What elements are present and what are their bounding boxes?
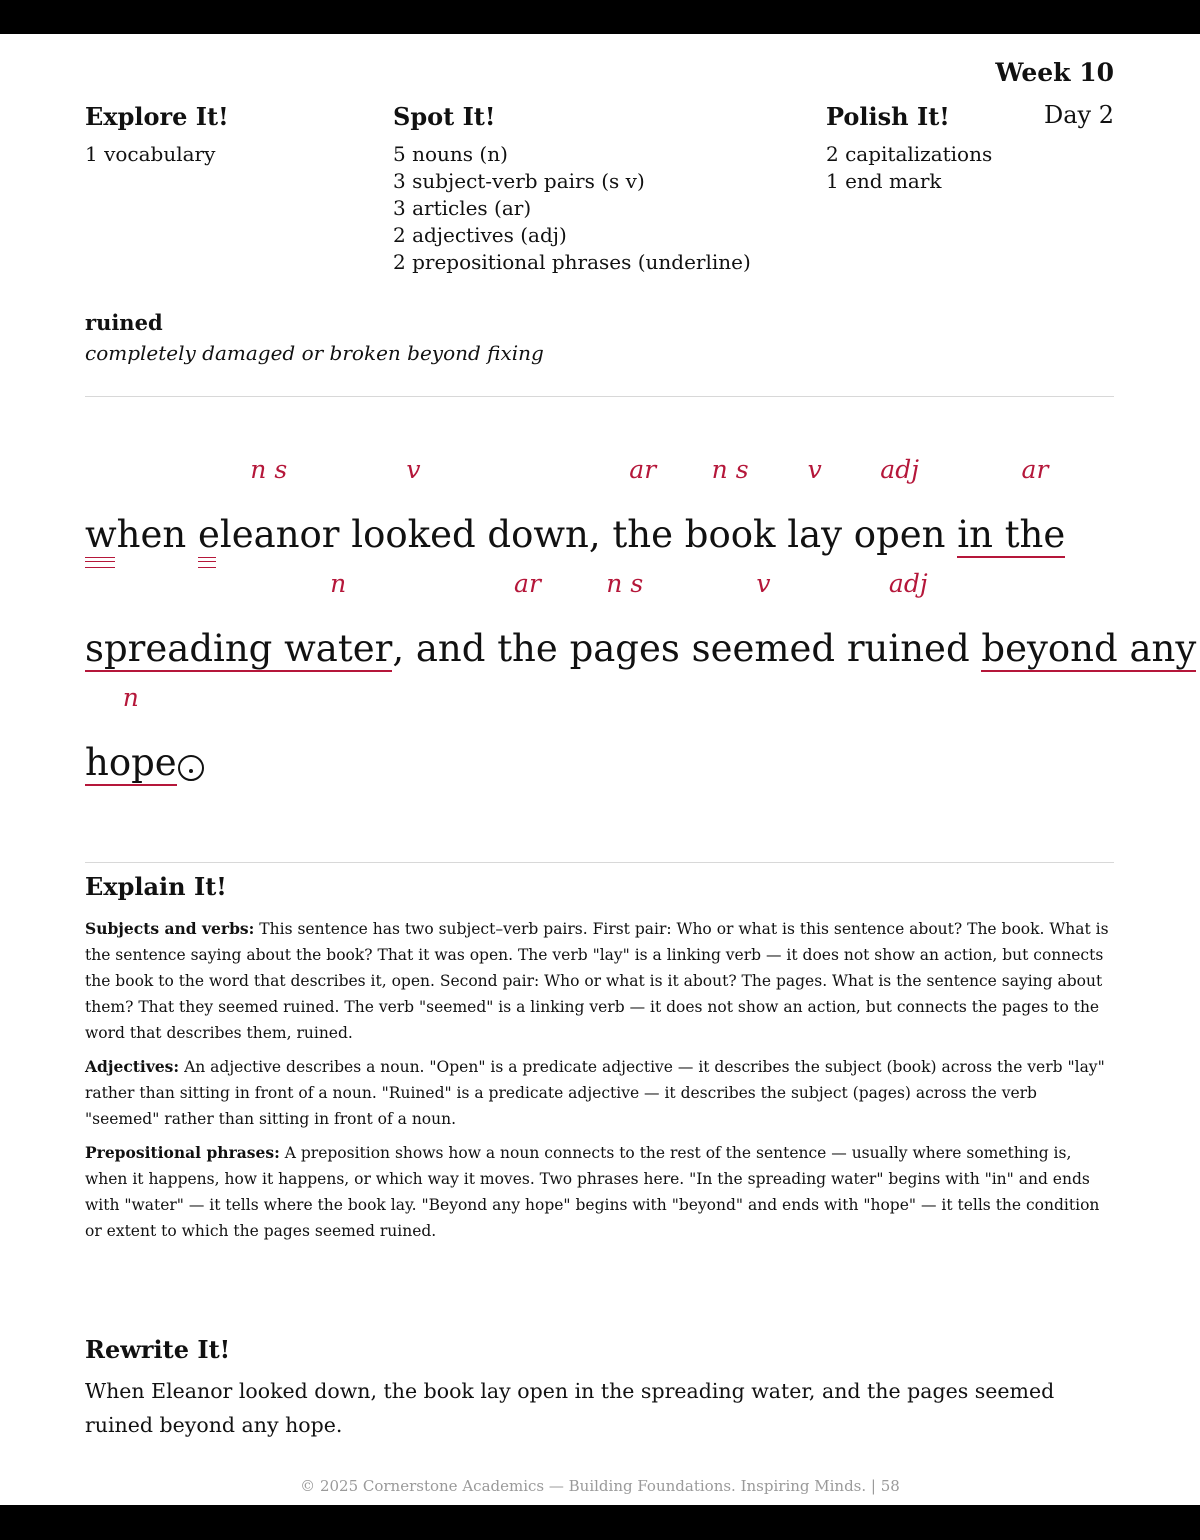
rewrite-text: When Eleanor looked down, the book lay open in the spreading water, and the pages seemed ruined beyond any hope. <box>85 1379 1055 1437</box>
word-text: book <box>684 513 776 556</box>
word-the <box>1004 455 1066 557</box>
prepositional-phrase-underline <box>981 627 1196 672</box>
polish-title: Polish It! <box>826 102 950 131</box>
label-adj: adj <box>880 455 919 484</box>
label-ns: n s <box>606 569 644 598</box>
prepositional-phrase-underline <box>85 569 393 672</box>
word-spreading <box>85 627 272 671</box>
footer-text: © 2025 Cornerstone Academics — Building Foundations. Inspiring Minds. | 58 <box>300 1477 900 1495</box>
divider <box>85 862 1114 863</box>
word-book <box>684 455 776 557</box>
word-the <box>497 569 558 671</box>
label-v: v <box>756 569 771 598</box>
vocabulary-definition: completely damaged or broken beyond fixing <box>85 341 544 365</box>
explain-text: An adjective describes a noun. "Open" is a predicate adjective — it describes the subject (book) across the verb "lay" rather than sitting in front of a noun. "Ruined" is a predicate adjective — it describes the subject (pages) across the verb "seemed" rather than sitting in front of a noun. <box>85 1058 1105 1128</box>
word-in <box>957 513 993 557</box>
divider <box>85 396 1114 397</box>
word-text: the <box>1004 513 1066 556</box>
prepositional-phrase-underline <box>85 683 177 786</box>
word-ruined <box>846 569 970 671</box>
capitalization-letter: e <box>198 513 220 556</box>
word-water <box>284 569 393 671</box>
word-text: hope <box>85 741 177 784</box>
word-text: the <box>612 513 674 556</box>
end-mark-circle-icon <box>178 755 204 781</box>
word-beyond <box>981 627 1117 671</box>
spot-item: 2 adjectives (adj) <box>393 223 567 247</box>
word-when <box>85 513 186 557</box>
explore-item: 1 vocabulary <box>85 142 216 166</box>
word-text: seemed <box>691 627 836 670</box>
explain-label: Prepositional phrases: <box>85 1143 280 1162</box>
capitalization-letter: w <box>85 513 117 556</box>
word-text: ruined <box>846 627 970 670</box>
sentence-line-3 <box>85 683 204 785</box>
word-text: pages <box>569 627 680 670</box>
explain-text: This sentence has two subject–verb pairs. First pair: Who or what is this sentence about? The book. What is the sentence saying about the book? That it was open. The verb "lay" is a linking verb — it does not show an action, but connects the book to the word that describes it, open. Second pair: Who or what is it about? The pages. What is the sentence saying about them? That they seemed ruined. The verb "seemed" is a linking verb — it does not show an action, but connects the pages to the word that describes them, ruined. <box>85 920 1109 1042</box>
explore-column <box>85 101 229 168</box>
word-text: lay <box>787 513 843 556</box>
explain-paragraph <box>85 916 1114 1046</box>
week-label: Week 10 <box>995 58 1114 87</box>
bottom-bar <box>0 1505 1200 1540</box>
explain-label: Subjects and verbs: <box>85 919 255 938</box>
comma: , <box>392 627 405 670</box>
label-ar: ar <box>1021 455 1049 484</box>
word-text: beyond <box>981 627 1118 670</box>
sentence-line-2 <box>85 569 1197 671</box>
polish-item: 1 end mark <box>826 169 942 193</box>
label-ns: n s <box>711 455 749 484</box>
word-any <box>1129 627 1196 671</box>
word-lay <box>787 455 843 557</box>
word-hope <box>85 683 177 785</box>
word-text: leanor <box>219 513 340 556</box>
explain-body <box>85 916 1114 1252</box>
word-and <box>416 627 486 671</box>
label-v: v <box>807 455 822 484</box>
spot-item: 3 articles (ar) <box>393 196 532 220</box>
vocabulary-word: ruined <box>85 310 163 335</box>
label-ar: ar <box>629 455 657 484</box>
word-text: and <box>415 627 486 670</box>
word-text: water <box>284 627 393 670</box>
explain-label: Adjectives: <box>85 1057 180 1076</box>
label-n: n <box>330 569 347 598</box>
word-pages <box>569 569 680 671</box>
explore-title: Explore It! <box>85 102 229 131</box>
explain-paragraph <box>85 1054 1114 1132</box>
spot-item: 5 nouns (n) <box>393 142 508 166</box>
prepositional-phrase-underline <box>957 455 1066 558</box>
word-text: the <box>497 627 558 670</box>
word-the <box>612 455 674 557</box>
spot-item: 3 subject-verb pairs (s v) <box>393 169 645 193</box>
label-adj: adj <box>888 569 928 598</box>
label-ar: ar <box>514 569 541 598</box>
word-text: open <box>853 513 946 556</box>
word-text: spreading <box>85 627 273 670</box>
explain-title: Explain It! <box>85 872 227 901</box>
spot-item: 2 prepositional phrases (underline) <box>393 250 751 274</box>
capitalization-mark <box>198 557 216 568</box>
capitalization-mark <box>85 557 115 568</box>
label-v: v <box>406 455 421 484</box>
sentence-line-1 <box>85 455 1066 557</box>
top-bar <box>0 0 1200 34</box>
word-text: hen <box>116 513 187 556</box>
spot-column <box>393 101 751 276</box>
word-text: looked <box>351 513 476 556</box>
word-text: down, <box>487 513 601 556</box>
label-n: n <box>122 683 139 712</box>
word-eleanor <box>198 455 340 557</box>
word-looked <box>351 455 476 557</box>
day-label: Day 2 <box>1043 101 1114 129</box>
label-ns: n s <box>250 455 288 484</box>
word-down <box>487 513 600 557</box>
polish-item: 2 capitalizations <box>826 142 993 166</box>
word-text: any <box>1129 627 1197 670</box>
word-open <box>853 455 946 557</box>
rewrite-title: Rewrite It! <box>85 1335 231 1364</box>
spot-title: Spot It! <box>393 102 496 131</box>
word-seemed <box>691 569 836 671</box>
word-text: in <box>957 513 993 556</box>
explain-text: A preposition shows how a noun connects to the rest of the sentence — usually where something is, when it happens, how it happens, or which way it moves. Two phrases here. "In the spreading water" begins with "in" and ends with "water" — it tells where the book lay. "Beyond any hope" begins with "beyond" and ends with "hope" — it tells the condition or extent to which the pages seemed ruined. <box>85 1144 1100 1240</box>
polish-column <box>826 101 992 195</box>
explain-paragraph <box>85 1140 1114 1244</box>
